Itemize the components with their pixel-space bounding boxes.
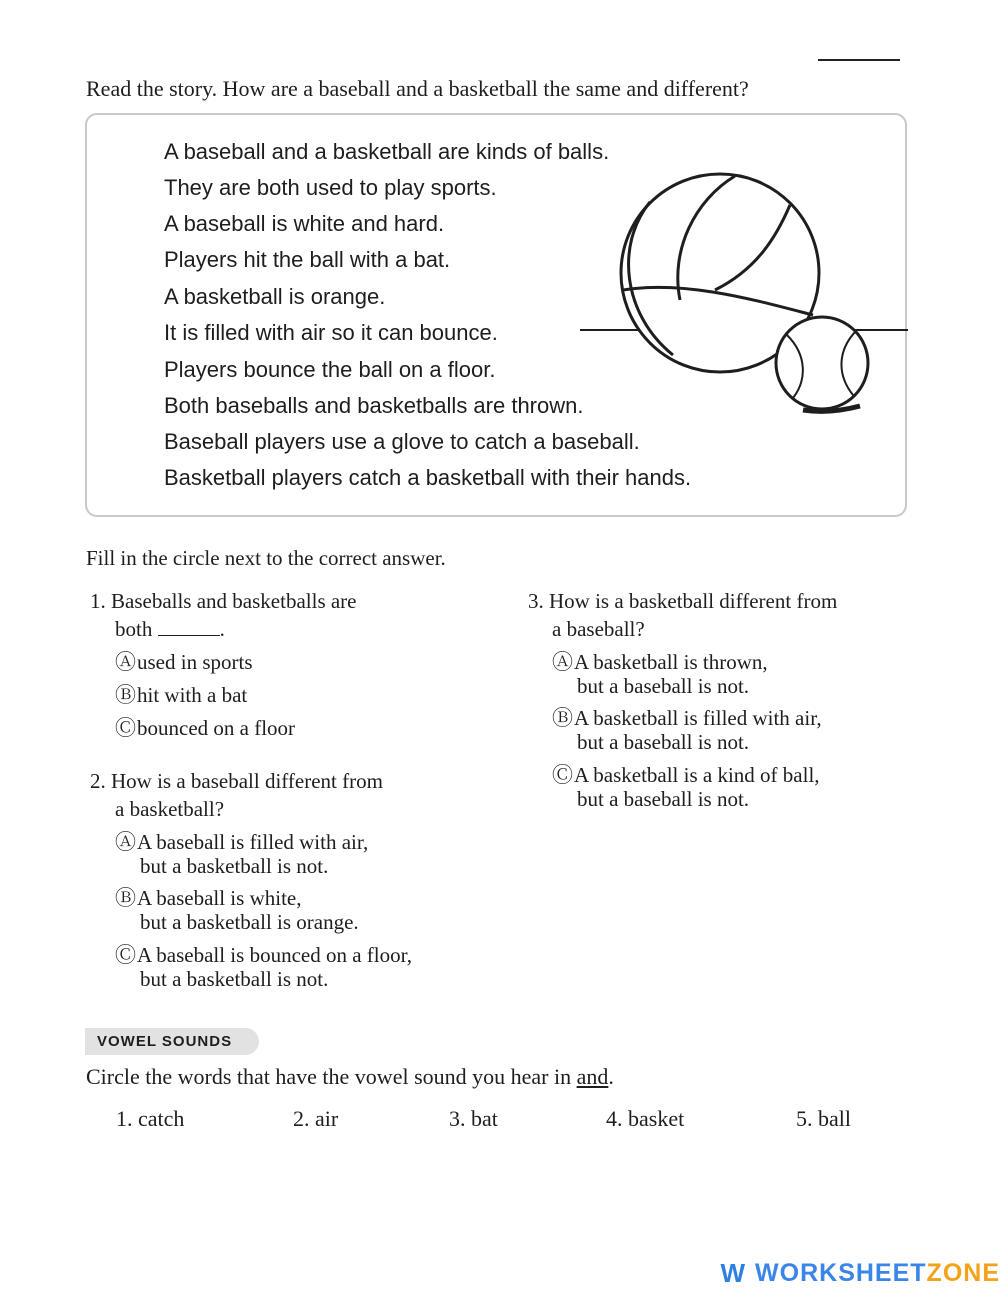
instruction-text: Circle the words that have the vowel sound you hear in [86, 1064, 577, 1089]
brand-name-part: WORKSHEET [755, 1258, 927, 1287]
option-text: but a baseball is not. [577, 787, 750, 811]
story-line: A baseball and a basketball are kinds of balls. [164, 139, 610, 164]
answer-option[interactable] [552, 763, 820, 811]
option-text: A baseball is bounced on a floor, [137, 943, 413, 967]
answer-option[interactable] [115, 650, 253, 674]
question-text: a basketball? [115, 797, 225, 821]
vowel-word[interactable]: 5. ball [796, 1106, 851, 1131]
worksheetzone-brand [721, 1258, 1000, 1288]
question-2 [90, 767, 383, 795]
option-text: A basketball is a kind of ball, [574, 763, 820, 787]
worksheetzone-logo-icon: W [720, 1257, 746, 1288]
bubble-b-icon[interactable]: Ⓑ [115, 886, 136, 910]
brand-name-part: ZONE [926, 1258, 1000, 1287]
question-3 [528, 587, 837, 615]
vowel-word[interactable]: 2. air [293, 1106, 339, 1131]
option-text: A baseball is filled with air, [137, 830, 369, 854]
bubble-a-icon[interactable]: Ⓐ [115, 650, 136, 674]
balls-illustration [575, 170, 910, 420]
question-text: Baseballs and basketballs are [111, 589, 357, 613]
story-instruction: Read the story. How are a baseball and a basketball the same and different? [86, 76, 749, 101]
bubble-c-icon[interactable]: Ⓒ [552, 763, 573, 787]
story-line: A baseball is white and hard. [164, 211, 445, 236]
question-text: How is a baseball different from [111, 769, 383, 793]
answer-instruction: Fill in the circle next to the correct answer. [86, 546, 446, 570]
question-number: 3. [528, 589, 544, 613]
option-text: bounced on a floor [137, 716, 296, 740]
answer-option[interactable] [115, 830, 368, 878]
key-word: and [576, 1064, 609, 1089]
question-1 [90, 587, 357, 615]
story-line: Players hit the ball with a bat. [164, 247, 451, 272]
bubble-a-icon[interactable]: Ⓐ [115, 830, 136, 854]
answer-option[interactable] [115, 886, 359, 934]
option-text: but a basketball is not. [140, 854, 329, 878]
vowel-word[interactable]: 1. catch [116, 1106, 185, 1131]
option-text: A basketball is filled with air, [574, 706, 822, 730]
bubble-b-icon[interactable]: Ⓑ [115, 683, 136, 707]
question-text: both [115, 617, 153, 641]
answer-option[interactable] [115, 683, 247, 707]
bubble-c-icon[interactable]: Ⓒ [115, 716, 136, 740]
question-text: . [219, 617, 225, 641]
bubble-b-icon[interactable]: Ⓑ [552, 706, 573, 730]
option-text: used in sports [137, 650, 253, 674]
story-line: Players bounce the ball on a floor. [164, 357, 496, 382]
answer-blank [158, 617, 220, 636]
vowel-word[interactable]: 4. basket [606, 1106, 685, 1131]
vowel-instruction [86, 1064, 614, 1090]
answer-option[interactable] [115, 716, 295, 740]
brand-name [755, 1259, 1000, 1288]
story-line: Basketball players catch a basketball with their hands. [164, 465, 692, 490]
bubble-a-icon[interactable]: Ⓐ [552, 650, 573, 674]
answer-option[interactable] [552, 706, 822, 754]
story-line: A basketball is orange. [164, 284, 386, 309]
vowel-word[interactable]: 3. bat [449, 1106, 498, 1131]
option-text: A baseball is white, [137, 886, 302, 910]
answer-option[interactable] [552, 650, 768, 698]
option-text: but a baseball is not. [577, 730, 750, 754]
instruction-text: . [608, 1064, 614, 1089]
story-line: Baseball players use a glove to catch a baseball. [164, 429, 640, 454]
question-text: How is a basketball different from [549, 589, 838, 613]
bubble-c-icon[interactable]: Ⓒ [115, 943, 136, 967]
story-line: Both baseballs and basketballs are thrown. [164, 393, 584, 418]
option-text: but a baseball is not. [577, 674, 750, 698]
option-text: but a basketball is orange. [140, 910, 359, 934]
answer-option[interactable] [115, 943, 412, 991]
question-number: 1. [90, 589, 106, 613]
vowel-sounds-badge: VOWEL SOUNDS [85, 1028, 259, 1055]
story-line: They are both used to play sports. [164, 175, 497, 200]
question-text: a baseball? [552, 617, 645, 641]
name-line [818, 59, 900, 61]
option-text: hit with a bat [137, 683, 248, 707]
story-line: It is filled with air so it can bounce. [164, 320, 498, 345]
option-text: A basketball is thrown, [574, 650, 768, 674]
option-text: but a basketball is not. [140, 967, 329, 991]
question-1-line-2 [115, 615, 225, 643]
question-number: 2. [90, 769, 106, 793]
